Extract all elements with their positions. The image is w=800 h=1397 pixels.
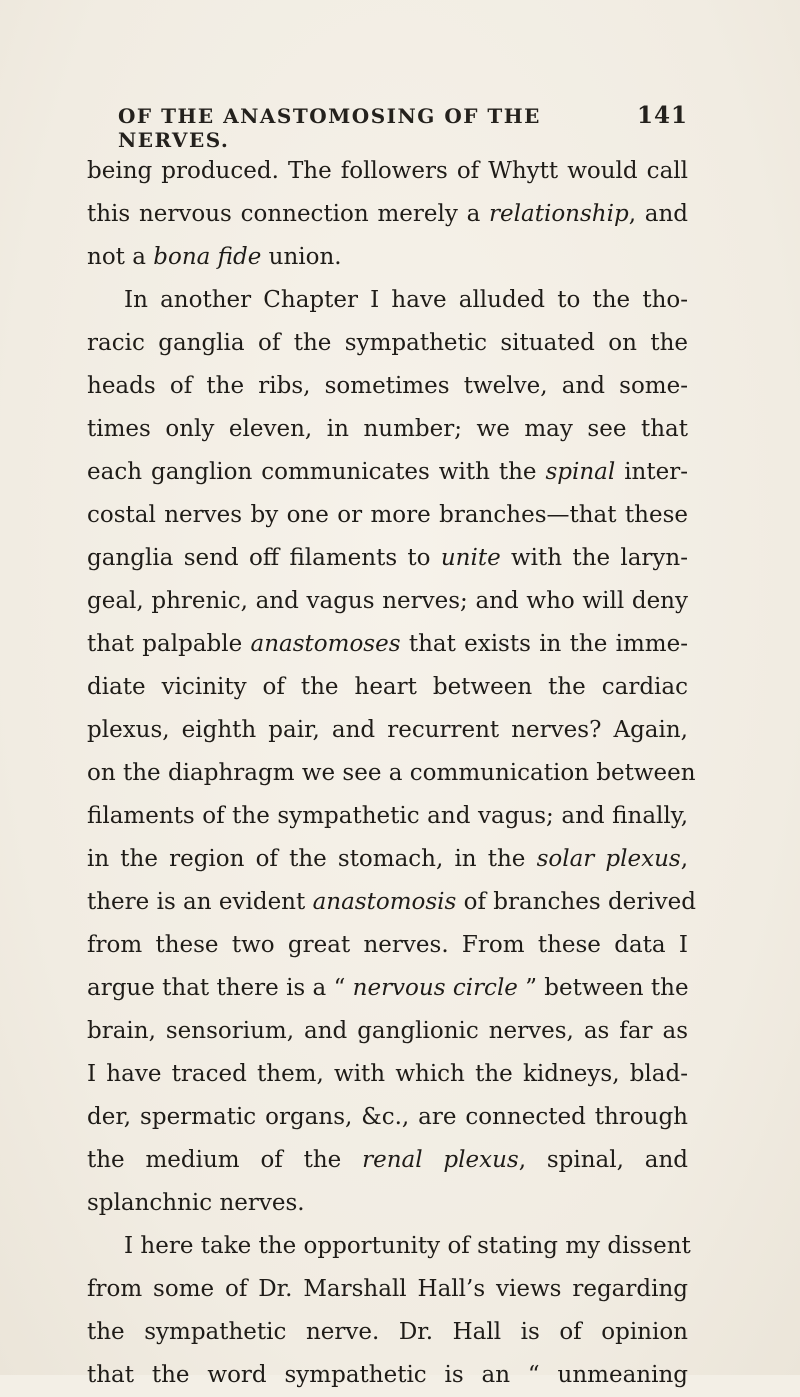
text-segment: diate vicinity of the heart between the cardiac [87, 674, 688, 700]
text-line [87, 623, 688, 666]
text-line [87, 1182, 688, 1225]
text-segment: that the word sympathetic is an “ unmeaning [87, 1362, 688, 1388]
text-segment: the sympathetic nerve. Dr. Hall is of opinion [87, 1319, 688, 1345]
text-line [87, 150, 688, 193]
text-line [87, 236, 688, 279]
italic-text: nervous circle [352, 975, 518, 1001]
text-segment: each ganglion communicates with the [87, 459, 546, 485]
text-segment: from these two great nerves. From these data I [87, 932, 688, 958]
text-segment: in the region of the stomach, in the [87, 846, 537, 872]
text-line [87, 795, 688, 838]
text-segment: with the laryn- [500, 545, 689, 571]
text-segment: heads of the ribs, sometimes twelve, and some- [87, 373, 688, 399]
text-segment: , spinal, and [518, 1147, 689, 1173]
text-segment: In another Chapter I have alluded to the tho- [124, 287, 688, 313]
text-line [87, 408, 688, 451]
text-line [87, 709, 688, 752]
text-segment: costal nerves by one or more branches—that these [87, 502, 688, 528]
running-head [118, 102, 688, 152]
italic-text: anastomoses [250, 631, 401, 657]
text-line [87, 881, 696, 924]
text-line [87, 752, 696, 795]
text-line [87, 1354, 688, 1397]
page-number: 141 [636, 102, 688, 129]
text-line [87, 193, 688, 236]
text-segment: being produced. The followers of Whytt would call [87, 158, 688, 184]
text-segment: filaments of the sympathetic and vagus; and finally, [87, 803, 688, 829]
text-line [87, 580, 688, 623]
text-line [87, 1311, 688, 1354]
text-line [87, 451, 688, 494]
text-segment: the medium of the [87, 1147, 363, 1173]
text-segment: argue that there is a “ [87, 975, 353, 1001]
text-segment: racic ganglia of the sympathetic situated on the [87, 330, 688, 356]
text-line [87, 1225, 691, 1268]
italic-text: unite [440, 545, 501, 571]
text-line [87, 494, 688, 537]
italic-text: relationship [489, 201, 629, 227]
text-line [87, 967, 688, 1010]
text-segment: ganglia send off filaments to [87, 545, 441, 571]
text-line [87, 666, 688, 709]
text-segment: inter- [615, 459, 688, 485]
text-segment: that exists in the imme- [400, 631, 688, 657]
text-segment: this nervous connection merely a [87, 201, 490, 227]
italic-text: spinal [545, 459, 616, 485]
text-segment: not a [87, 244, 154, 270]
text-line [87, 924, 688, 967]
text-segment: there is an evident [87, 889, 313, 915]
italic-text: anastomosis [312, 889, 457, 915]
text-segment: plexus, eighth pair, and recurrent nerves? Again, [87, 717, 688, 743]
italic-text: renal plexus [362, 1147, 519, 1173]
text-line [87, 1268, 688, 1311]
text-segment: , and [628, 201, 688, 227]
text-line [87, 279, 688, 322]
text-line [87, 365, 688, 408]
text-line [87, 537, 688, 580]
text-segment: times only eleven, in number; we may see that [87, 416, 688, 442]
text-line [87, 1139, 688, 1182]
text-line [87, 1053, 688, 1096]
italic-text: bona fide [153, 244, 262, 270]
text-segment: on the diaphragm we see a communication between [87, 760, 696, 786]
text-segment: I here take the opportunity of stating my dissent [124, 1233, 691, 1259]
italic-text: solar plexus [536, 846, 681, 872]
text-segment: from some of Dr. Marshall Hall’s views regarding [87, 1276, 688, 1302]
text-line [87, 1096, 688, 1139]
text-segment: ” between the [517, 975, 689, 1001]
text-segment: geal, phrenic, and vagus nerves; and who will deny [87, 588, 688, 614]
text-segment: der, spermatic organs, &c., are connected through [87, 1104, 688, 1130]
text-segment: I have traced them, with which the kidneys, blad- [87, 1061, 688, 1087]
body-text [87, 150, 696, 1397]
text-line [87, 1010, 688, 1053]
text-line [87, 838, 688, 881]
text-segment: union. [261, 244, 342, 270]
text-segment: , [680, 846, 689, 872]
text-segment: of branches derived [456, 889, 696, 915]
text-segment: splanchnic nerves. [87, 1190, 305, 1216]
text-segment: brain, sensorium, and ganglionic nerves, as far as [87, 1018, 688, 1044]
running-title: OF THE ANASTOMOSING OF THE NERVES. [118, 104, 541, 152]
text-segment: that palpable [87, 631, 251, 657]
text-line [87, 322, 688, 365]
